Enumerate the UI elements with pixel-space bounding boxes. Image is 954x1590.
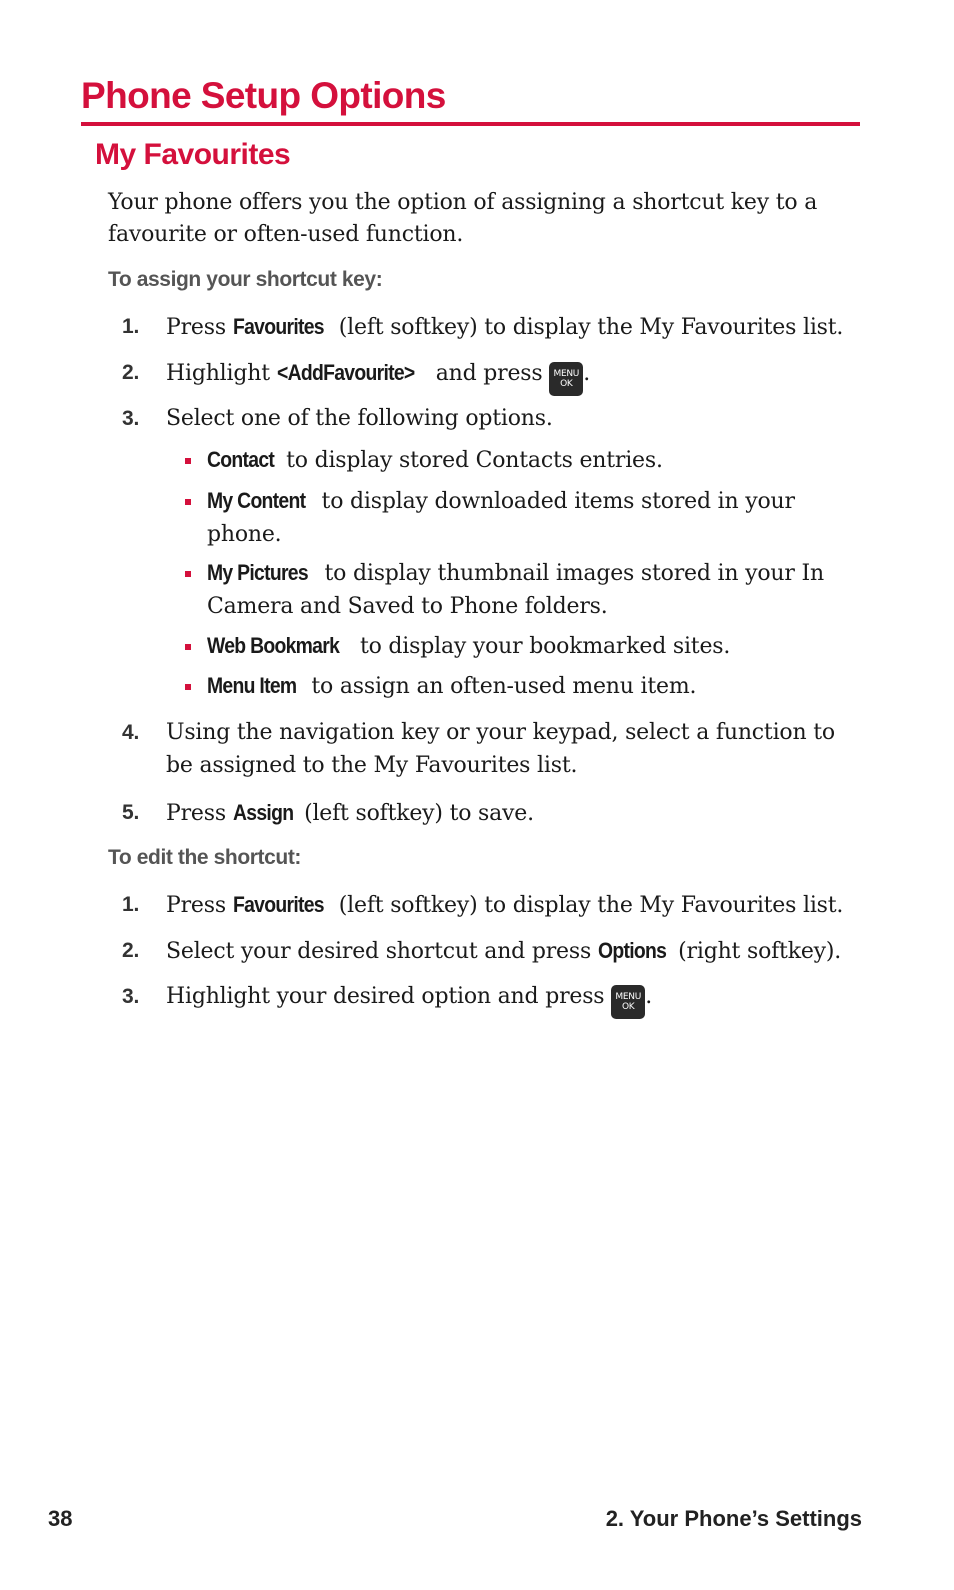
step-number: 4. <box>122 721 140 744</box>
softkey-label: Options <box>597 938 667 963</box>
option-text: to display stored Contacts entries. <box>279 448 663 473</box>
step-text: (left softkey) to save. <box>297 801 534 826</box>
option-menu-item <box>185 669 835 703</box>
bullet-square-icon <box>185 684 191 690</box>
assign-step-1 <box>122 310 860 344</box>
option-name: My Content <box>207 488 306 513</box>
edit-step-3 <box>122 980 860 1019</box>
option-text: to display downloaded items stored in your phone. <box>207 489 795 547</box>
menu-ok-key-icon <box>549 362 583 396</box>
step-text: and press <box>428 361 550 386</box>
key-bottom-label: OK <box>622 1002 635 1012</box>
option-web-bookmark <box>185 629 835 663</box>
softkey-label: Favourites <box>232 314 324 339</box>
edit-step-2 <box>122 934 860 968</box>
key-top-label: MENU <box>615 992 641 1002</box>
assign-step-4 <box>122 716 860 782</box>
option-my-content <box>185 484 835 551</box>
option-contact <box>185 443 835 477</box>
bullet-square-icon <box>185 458 191 464</box>
chapter-title: 2. Your Phone’s Settings <box>605 1506 862 1531</box>
step-text: . <box>583 361 591 386</box>
step-number: 2. <box>122 361 140 384</box>
assign-step-5 <box>122 796 860 830</box>
step-text: Press <box>166 801 233 826</box>
step-text: Highlight <box>166 361 277 386</box>
edit-step-1 <box>122 888 860 922</box>
step-text: Press <box>166 893 233 918</box>
option-name: Web Bookmark <box>207 633 340 658</box>
step-text: (left softkey) to display the My Favourites list. <box>331 893 844 918</box>
option-text: to display your bookmarked sites. <box>353 634 731 659</box>
step-number: 5. <box>122 801 140 824</box>
assign-step-2 <box>122 356 860 396</box>
bullet-square-icon <box>185 644 191 650</box>
key-top-label: MENU <box>553 369 580 379</box>
key-bottom-label: OK <box>560 379 573 389</box>
option-text: to display thumbnail images stored in your In Camera and Saved to Phone folders. <box>207 561 824 619</box>
option-my-pictures <box>185 556 835 623</box>
step-text: (right softkey). <box>671 939 842 964</box>
option-name: My Pictures <box>207 560 308 585</box>
step-text: Highlight your desired option and press <box>166 984 612 1009</box>
section-title: My Favourites <box>95 138 291 171</box>
step-text: Select one of the following options. <box>166 406 553 431</box>
intro-paragraph: Your phone offers you the option of assigning a shortcut key to a favourite or often-used function. <box>108 190 818 247</box>
softkey-label: Favourites <box>232 892 324 917</box>
step-number: 2. <box>122 939 140 962</box>
page-number: 38 <box>48 1506 73 1531</box>
bullet-square-icon <box>185 571 191 577</box>
step-number: 3. <box>122 407 140 430</box>
option-name: Contact <box>207 447 275 472</box>
bullet-square-icon <box>185 499 191 505</box>
step-number: 1. <box>122 893 140 916</box>
step-number: 3. <box>122 985 140 1008</box>
page-title: Phone Setup Options <box>81 74 860 126</box>
assign-step-3 <box>122 402 860 435</box>
softkey-label: Assign <box>232 800 294 825</box>
menu-item-label: <AddFavourite> <box>276 360 415 385</box>
menu-ok-key-icon <box>611 985 645 1019</box>
option-name: Menu Item <box>207 673 297 698</box>
edit-heading: To edit the shortcut: <box>108 846 302 869</box>
step-text: Using the navigation key or your keypad, select a function to be assigned to the My Favourites list. <box>166 720 835 778</box>
step-text: (left softkey) to display the My Favourites list. <box>331 315 844 340</box>
step-text: Press <box>166 315 233 340</box>
step-text: . <box>645 984 652 1009</box>
step-text: Select your desired shortcut and press <box>166 939 598 964</box>
assign-heading: To assign your shortcut key: <box>108 268 383 291</box>
option-text: to assign an often-used menu item. <box>304 674 697 699</box>
step-number: 1. <box>122 315 140 338</box>
